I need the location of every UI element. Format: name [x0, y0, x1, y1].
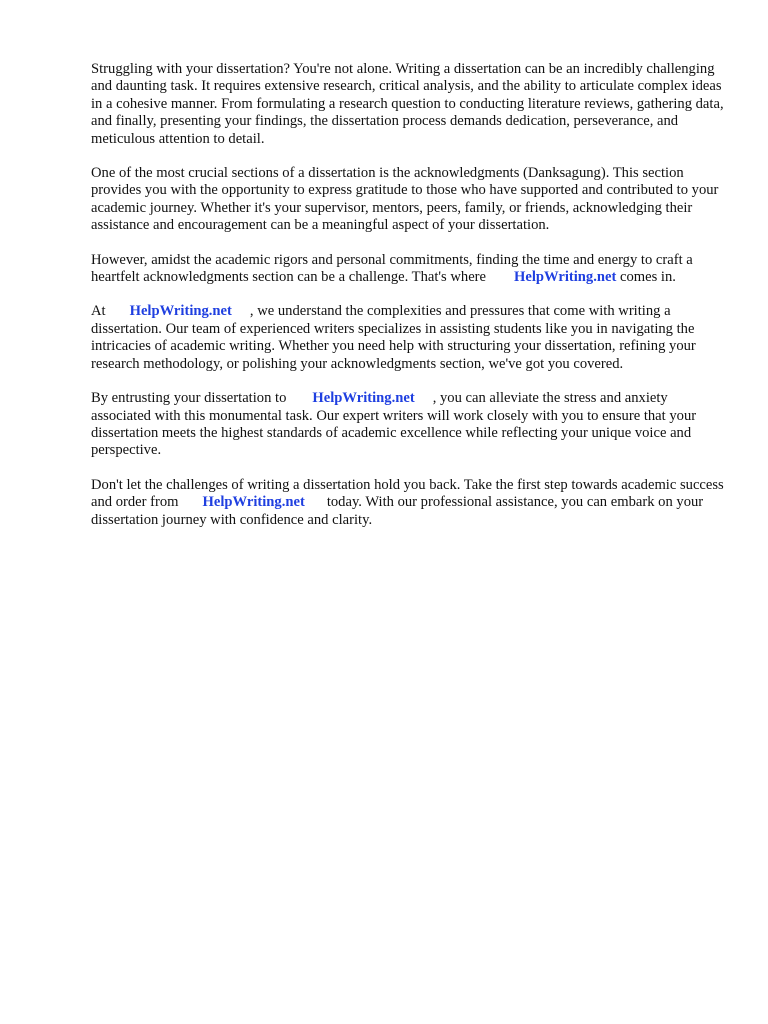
paragraph-cta-text-before: Don't let the challenges of writing a dissertation hold you back. Take the first step towards academic success and order from: [91, 476, 724, 511]
helpwriting-link[interactable]: HelpWriting.net: [202, 494, 305, 511]
paragraph-about-text-after: , we understand the complexities and pressures that come with writing a dissertation. Our team of experienced writers specializes in assisting students like you in navigating the intricacies of academic writing. Whether you need help with structuring your dissertation, refining your research methodology, or polishing your acknowledgments section, we've got you covered.: [91, 303, 696, 372]
paragraph-cta-text-after: today. With our professional assistance, you can embark on your dissertation journey with confidence and clarity.: [91, 494, 704, 528]
helpwriting-link[interactable]: HelpWriting.net: [514, 269, 617, 286]
paragraph-intro: [91, 61, 731, 148]
paragraph-entrust-text-after: , you can alleviate the stress and anxiety associated with this monumental task. Our expert writers will work closely with you to ensure that your dissertation meets the highest standards of academic excellence while reflecting your unique voice and perspective.: [91, 390, 697, 459]
document-page: [91, 61, 731, 546]
paragraph-about: [91, 303, 731, 373]
paragraph-challenge-text-before: However, amidst the academic rigors and personal commitments, finding the time and energy to craft a heartfelt acknowledgments section can be a challenge. That's where: [91, 251, 693, 286]
paragraph-challenge: [91, 252, 731, 287]
paragraph-entrust: [91, 390, 731, 460]
paragraph-entrust-text-before: By entrusting your dissertation to: [91, 390, 287, 407]
paragraph-acknowledgments: [91, 165, 731, 235]
paragraph-about-text-before: At: [91, 303, 106, 320]
helpwriting-link[interactable]: HelpWriting.net: [129, 303, 232, 320]
paragraph-acknowledgments-text: One of the most crucial sections of a dissertation is the acknowledgments (Danksagung). This section provides you with the opportunity to express gratitude to those who have supported and contributed to your academic journey. Whether it's your supervisor, mentors, peers, family, or friends, acknowledging their assistance and encouragement can be a meaningful aspect of your dissertation.: [91, 165, 719, 234]
helpwriting-link[interactable]: HelpWriting.net: [312, 390, 415, 407]
paragraph-intro-text: Struggling with your dissertation? You're not alone. Writing a dissertation can be an incredibly challenging and daunting task. It requires extensive research, critical analysis, and the ability to articulate complex ideas in a cohesive manner. From formulating a research question to conducting literature reviews, gathering data, and finally, presenting your findings, the dissertation process demands dedication, perseverance, and meticulous attention to detail.: [91, 61, 724, 147]
paragraph-call-to-action: [91, 477, 731, 529]
paragraph-challenge-text-after: comes in.: [619, 269, 676, 286]
